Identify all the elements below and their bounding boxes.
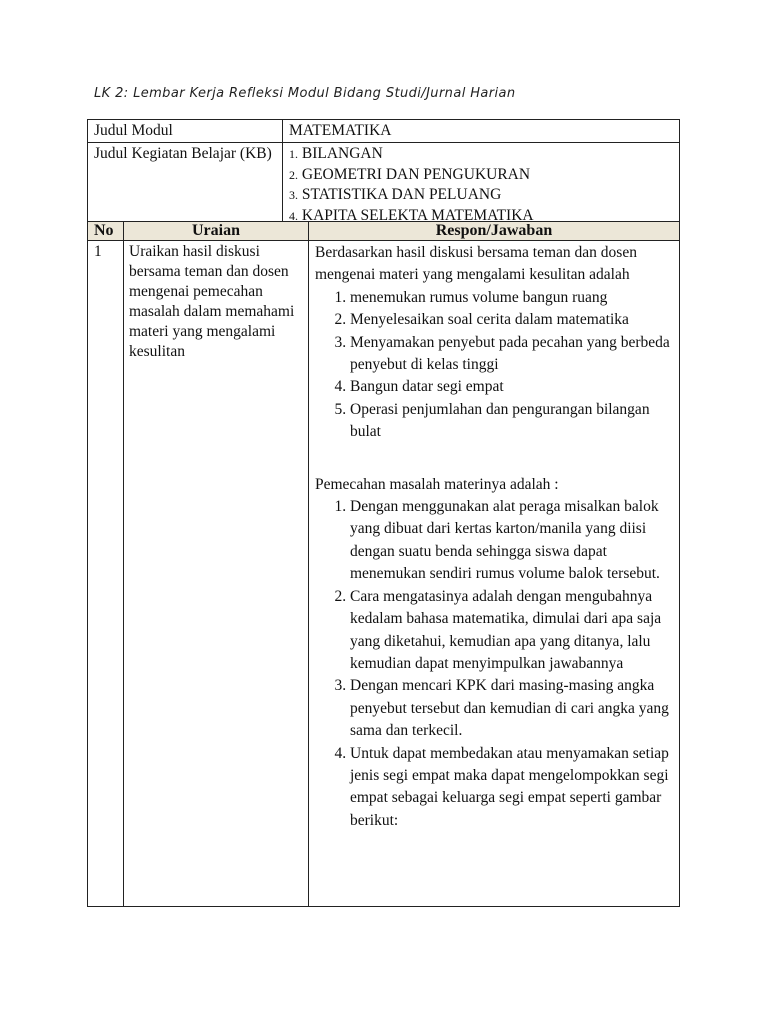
list-item: 1. menemukan rumus volume bangun ruang xyxy=(350,287,679,309)
list-item: 2. Menyelesaikan soal cerita dalam matematika xyxy=(350,309,679,331)
pemecahan-intro: Pemecahan masalah materinya adalah : xyxy=(315,475,559,493)
reflection-table xyxy=(87,119,680,907)
kb-item: 1. BILANGAN xyxy=(289,145,383,162)
judul-kb-label: Judul Kegiatan Belajar (KB) xyxy=(94,145,272,162)
list-item: 1. Dengan menggunakan alat peraga misalkan balok yang dibuat dari kertas karton/manila yang diisi dengan suatu benda sehingga siswa dapat menemukan sendiri rumus volume balok tersebut. xyxy=(350,496,679,586)
row-divider xyxy=(88,240,679,241)
header-no: No xyxy=(94,222,114,239)
header-respon: Respon/Jawaban xyxy=(435,222,553,239)
document-title: LK 2: Lembar Kerja Refleksi Modul Bidang Studi/Jurnal Harian xyxy=(94,86,516,101)
list-item: 4. Untuk dapat membedakan atau menyamakan setiap jenis segi empat maka dapat mengelompokkan segi empat sebagai keluarga segi empat seperti gambar berikut: xyxy=(350,743,679,833)
uraian-text: Uraikan hasil diskusi bersama teman dan dosen mengenai pemecahan masalah dalam memahami materi yang mengalami kesulitan xyxy=(129,243,295,360)
list-item: 5. Operasi penjumlahan dan pengurangan bilangan bulat xyxy=(350,399,679,444)
respon-intro: Berdasarkan hasil diskusi bersama teman dan dosen mengenai materi yang mengalami kesulitan adalah xyxy=(315,244,637,284)
column-divider xyxy=(308,221,309,906)
judul-modul-label: Judul Modul xyxy=(94,122,173,139)
kb-item: 2. GEOMETRI DAN PENGUKURAN xyxy=(289,165,531,183)
list-item: 3. Dengan mencari KPK dari masing-masing angka penyebut tersebut dan kemudian di cari angka yang sama dan terkecil. xyxy=(350,675,679,742)
judul-modul-value: MATEMATIKA xyxy=(289,122,392,139)
pemecahan-list xyxy=(315,496,679,832)
column-divider xyxy=(282,120,283,221)
column-divider xyxy=(123,221,124,906)
kb-item: 4. KAPITA SELEKTA MATEMATIKA xyxy=(289,206,534,224)
kb-item: 3. STATISTIKA DAN PELUANG xyxy=(289,186,502,203)
row-number: 1 xyxy=(94,243,102,260)
list-item: 3. Menyamakan penyebut pada pecahan yang berbeda penyebut di kelas tinggi xyxy=(350,332,679,377)
row-divider xyxy=(88,142,679,143)
list-item: 2. Cara mengatasinya adalah dengan mengubahnya kedalam bahasa matematika, dimulai dari apa saja yang diketahui, kemudian apa yang ditanya, lalu kemudian dapat menyimpulkan jawabannya xyxy=(350,586,679,676)
kb-list xyxy=(289,144,674,226)
list-item: 4. Bangun datar segi empat xyxy=(350,376,679,398)
kesulitan-list xyxy=(315,287,679,444)
header-uraian: Uraian xyxy=(192,222,240,239)
respon-cell xyxy=(315,242,679,832)
